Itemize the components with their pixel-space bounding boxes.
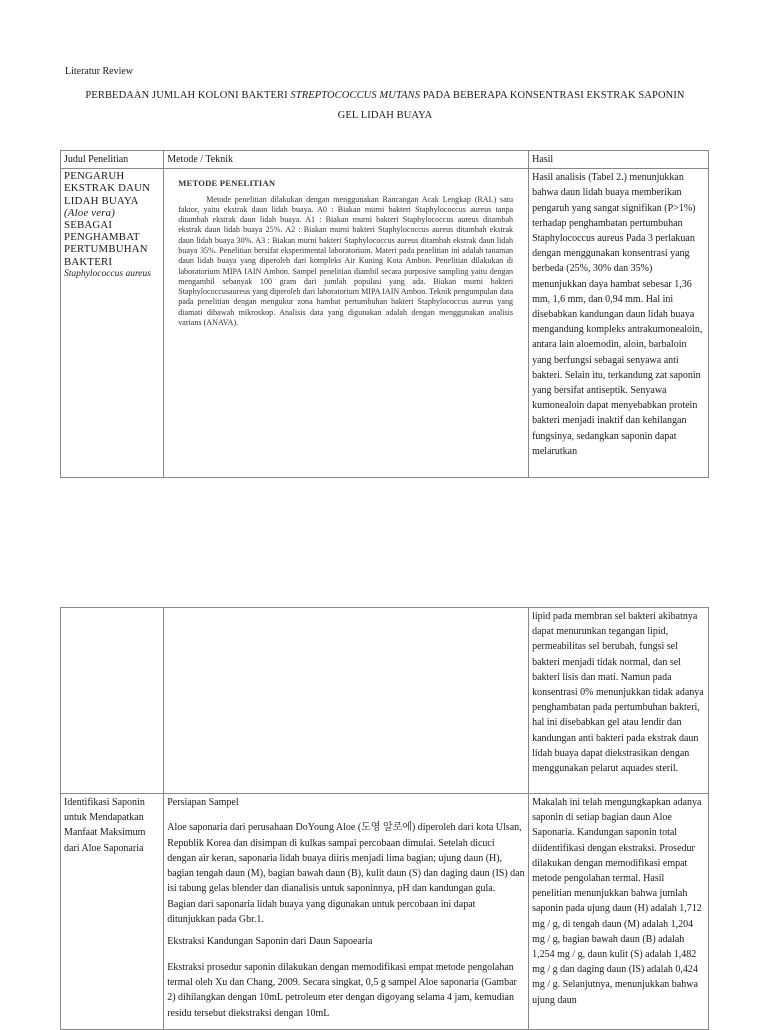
method-excerpt-image (167, 170, 525, 328)
title-line-2: GEL LIDAH BUAYA (337, 110, 433, 121)
method-heading: METODE PENELITIAN (178, 178, 276, 189)
header-judul: Judul Penelitian (61, 151, 164, 169)
row1-title-part2: SEBAGAI PENGHAMBAT PERTUMBUHAN BAKTERI (64, 219, 148, 268)
row1-cont-title-cell (61, 608, 164, 794)
literature-table-continued (60, 607, 709, 1030)
title-species: STREPTOCOCCUS MUTANS (290, 90, 421, 101)
document-label: Literatur Review (65, 66, 134, 77)
row1-title-species: Staphylococcus aureus (64, 268, 151, 279)
row1-method-cell (164, 169, 529, 478)
header-hasil: Hasil (529, 151, 709, 169)
header-metode: Metode / Teknik (164, 151, 529, 169)
row1-hasil-cell: Hasil analisis (Tabel 2.) menunjukkan bahwa daun lidah buaya memberikan pengaruh yang sangat signifikan (P>1%) terhadap penghambatan pertumbuhan Staphylococcus aureus Pada 3 perlakuan dengan menggunakan konsentrasi yang berbeda (25%, 30% dan 35%) menunjukkan daya hambat sebesar 1,36 mm, 1,6 mm, dan 0,94 mm. Hal ini disebabkan kandungan daun lidah buaya mengandung kompleks antrakumonealoin, antara lain aloemodin, aloin, barbaloin yang berfungsi sebagai senyawa anti bakteri. Selain itu, terkandung zat saponin yang bersifat antiseptik. Senyawa kumonealoin dapat menyebabkan protein bakteri menjadi inaktif dan kehilangan fungsinya, sedangkan saponin dapat melarutkan (529, 169, 709, 478)
row2-sec2-body: Ekstraksi prosedur saponin dilakukan dengan memodifikasi empat metode pengolahan termal oleh Xu dan Chang, 2009. Secara singkat, 0,5 g sampel Aloe saponaria (Gambar 2) dihilangkan dengan 10mL petroleum eter dengan digoyang selama 4 jam, kemudian residu tersebut diekstraksi dengan 10mL (167, 961, 517, 1019)
row1-title-part1: PENGARUH EKSTRAK DAUN LIDAH BUAYA (64, 170, 151, 207)
row2-sec1-heading: Persiapan Sampel (167, 797, 239, 808)
page-title (62, 86, 708, 126)
table-row (61, 608, 709, 794)
table-row (61, 794, 709, 1030)
row2-title-cell: Identifikasi Saponin untuk Mendapatkan Manfaat Maksimum dari Aloe Saponaria (61, 794, 164, 1030)
table-header-row (61, 151, 709, 169)
literature-table (60, 150, 709, 478)
title-text-after: PADA BEBERAPA KONSENTRASI EKSTRAK SAPONIN (420, 90, 685, 101)
row2-hasil-cell: Makalah ini telah mengungkapkan adanya saponin di setiap bagian daun Aloe Saponaria. Kandungan saponin total diidentifikasi dengan ekstraksi. Prosedur dilakukan dengan memodifikasi empat metode pengolahan termal. Hasil penelitian menunjukkan bahwa jumlah saponin pada ujung daun (H) adalah 1,712 mg / g, di tengah daun (M) adalah 1,204 mg / g, bagian bawah daun (B) adalah 1,254 mg / g, daun kulit (S) adalah 1,482 mg / g dan daging daun (IS) adalah 0,424 mg / g. Selanjutnya, menunjukkan bahwa ujung daun (529, 794, 709, 1030)
row1-cont-method-cell (164, 608, 529, 794)
row2-sec1-body: Aloe saponaria dari perusahaan DoYoung Aloe (도영 알로에) diperoleh dari kota Ulsan, Republik Korea dan disimpan di kulkas sampai percobaan dimulai. Setelah dicuci dengan air keran, saponaria lidah buaya diiris menjadi lima bagian; ujung daun (H), bagian tengah daun (M), bagian bawah daun (B), kulit daun (S) dan daging daun (IS) dan isi tabung gelas blender dan dianalisis untuk saponinnya, pH dan kandungan gula. Bagian dari saponaria lidah buaya yang digunakan untuk percobaan ini dapat ditunjukkan pada Gbr.1. (167, 822, 525, 926)
row2-sec2-heading: Ekstraksi Kandungan Saponin dari Daun Sapoearia (167, 936, 373, 948)
row2-method-cell (164, 794, 529, 1030)
table-row (61, 169, 709, 478)
row1-cont-hasil-cell: lipid pada membran sel bakteri akibatnya dapat menurunkan tegangan lipid, permeabilitas sel berubah, fungsi sel bakteri menjadi tidak normal, dan sel bakteri lisis dan mati. Namun pada konsentrasi 0% menunjukkan tidak adanya penghambatan pada pertumbuhan bakteri, hal ini disebabkan gel atau lendir dan kandungan anti bakteri pada ekstrak daun lidah buaya dapat diekstrasikan dengan menggunakan pelarut aquades steril. (529, 608, 709, 794)
title-text-before: PERBEDAAN JUMLAH KOLONI BAKTERI (85, 90, 291, 101)
row1-title-italic: (Aloe vera) (64, 206, 116, 219)
row1-title-cell (61, 169, 164, 478)
method-body: Metode penelitian dilakukan dengan menggunakan Rancangan Acak Lengkap (RAL) satu faktor, yaitu ekstrak daun lidah buaya. A0 : Biakan murni bakteri Staphylococcus aureus tanpa ditambah ekstrak daun lidah buaya. A1 : Biakan murni bakteri Staphylococcus aureus ditambah ekstrak daun lidah buaya 25%. A2 : Biakan murni bakteri Staphylococcus aureus ditambah ekstrak daun lidah buaya 30%. A3 : Biakan murni bakteri Staphylococcus aureus ditambah ekstrak daun lidah buaya 35%. Penelitian bersifat eksperimental laboratorium. Materi pada penelitian ini adalah tanaman daun lidah buaya yang diperoleh dari kompleks Air Kuning Kota Ambon. Penelitian dilakukan di laboratorium MIPA IAIN Ambon. Sampel penelitian diambil secara purposive sampling yaitu dengan mengambil sebanyak 100 gram dari jumlah populasi yang ada. Biakan murni bakteri Staphylococcusaureus yang diperoleh dari laboratorium MIPA IAIN Ambon. Teknik pengumpulan data pada penelitian dengan mengukur zona hambat pertumbuhan bakteri Staphylococcus aureus yang diamati dibawah mikroskop. Analisis data yang digunakan adalah dengan menggunakan analisis varians (ANAVA). (178, 194, 514, 328)
